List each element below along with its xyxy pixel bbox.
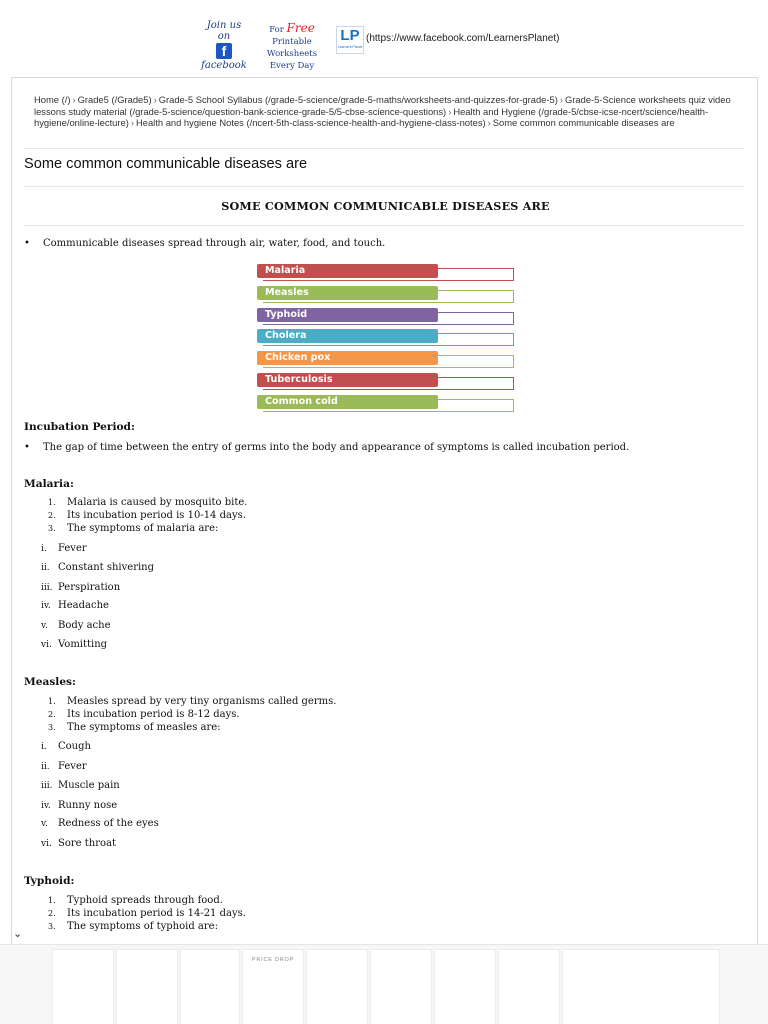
breadcrumb-health-hygiene[interactable]: Health and Hygiene (/grade-5/cbse-icse-ncert/science/health-hygiene/online-lecture) [34, 105, 709, 129]
roman-numeral: ii. [41, 762, 50, 772]
measles-symptom-text: Cough [58, 741, 91, 752]
breadcrumb-home[interactable]: Home (/) [34, 94, 71, 105]
disease-label-malaria: Malaria [257, 264, 438, 278]
bullet-dot: • [24, 238, 30, 249]
malaria-heading: Malaria: [24, 478, 74, 490]
ad-tile[interactable] [434, 949, 496, 1024]
typhoid-point-text: Its incubation period is 14-21 days. [67, 908, 246, 919]
malaria-point-text: Its incubation period is 10-14 days. [67, 510, 246, 521]
disease-label-measles: Measles [257, 286, 438, 300]
measles-symptom-text: Fever [58, 761, 87, 772]
disease-row [257, 394, 517, 416]
diseases-diagram [257, 263, 517, 416]
disease-label-chicken-pox: Chicken pox [257, 351, 438, 365]
roman-numeral: vi. [41, 640, 52, 650]
typhoid-point [48, 921, 218, 932]
list-number: 3. [48, 922, 56, 931]
section-heading: SOME COMMON COMMUNICABLE DISEASES ARE [221, 199, 550, 213]
breadcrumb-health-hygiene-notes[interactable]: Health and hygiene Notes (/ncert-5th-class-science-health-and-hygiene-class-notes) [135, 117, 486, 129]
breadcrumb [34, 94, 734, 129]
intro-bullet-text: Communicable diseases spread through air, water, food, and touch. [43, 238, 386, 249]
measles-symptom [41, 800, 117, 811]
free-worksheets-promo [250, 22, 334, 72]
incubation-bullet [24, 442, 629, 453]
breadcrumb-separator: › [72, 94, 76, 105]
chevron-down-icon[interactable]: ⌄ [13, 927, 23, 940]
list-number: 2. [48, 909, 56, 918]
measles-point-text: Its incubation period is 8-12 days. [67, 709, 240, 720]
facebook-banner[interactable] [200, 20, 580, 71]
breadcrumb-separator: › [487, 117, 491, 129]
content-card [11, 77, 758, 957]
roman-numeral: iii. [41, 583, 53, 593]
disease-label-tuberculosis: Tuberculosis [257, 373, 438, 387]
malaria-point [48, 497, 247, 508]
facebook-text: facebook [201, 60, 247, 71]
breadcrumb-separator: › [130, 117, 134, 129]
disease-row [257, 372, 517, 394]
measles-point [48, 722, 221, 733]
malaria-symptom [41, 620, 111, 631]
measles-symptom [41, 741, 91, 752]
typhoid-point [48, 895, 223, 906]
measles-symptom [41, 780, 120, 791]
breadcrumb-current: Some common communicable diseases are [492, 117, 675, 129]
list-number: 1. [48, 498, 56, 507]
divider [24, 186, 745, 187]
disease-label-common-cold: Common cold [257, 395, 438, 409]
join-facebook-badge[interactable] [200, 20, 248, 71]
ad-tile[interactable] [562, 949, 720, 1024]
roman-numeral: v. [41, 621, 48, 631]
divider [24, 225, 745, 226]
malaria-point [48, 510, 246, 521]
roman-numeral: iv. [41, 801, 51, 811]
roman-numeral: ii. [41, 563, 50, 573]
measles-symptom-text: Muscle pain [58, 780, 120, 791]
typhoid-point-text: Typhoid spreads through food. [67, 895, 223, 906]
disease-row [257, 307, 517, 329]
measles-point-text: Measles spread by very tiny organisms called germs. [67, 696, 337, 707]
bottom-ad-strip [0, 944, 768, 1024]
roman-numeral: i. [41, 742, 47, 752]
list-number: 2. [48, 710, 56, 719]
breadcrumb-grade5-science[interactable]: Grade-5-Science worksheets quiz video lessons study material (/grade-5-science/question-bank-science-grade-5/5-cbse-science-questions) [34, 94, 731, 117]
incubation-text: The gap of time between the entry of germs into the body and appearance of symptoms is called incubation period. [43, 442, 630, 453]
list-number: 3. [48, 723, 56, 732]
malaria-symptom-text: Headache [58, 600, 109, 611]
page-title: Some common communicable diseases are [24, 156, 308, 172]
ad-tile[interactable] [116, 949, 178, 1024]
malaria-symptom-text: Fever [58, 543, 87, 554]
malaria-symptom-text: Body ache [58, 620, 111, 631]
printable-worksheets-text: Printable Worksheets [266, 37, 318, 59]
malaria-symptom-text: Constant shivering [58, 562, 155, 573]
facebook-icon: f [216, 43, 232, 59]
measles-symptom-text: Sore throat [58, 838, 116, 849]
list-number: 1. [48, 697, 56, 706]
malaria-symptom [41, 600, 109, 611]
measles-symptom-text: Runny nose [58, 800, 118, 811]
malaria-symptom-text: Perspiration [58, 582, 121, 593]
typhoid-point [48, 908, 246, 919]
learners-planet-logo-text: Learners Planet [337, 45, 363, 49]
roman-numeral: iii. [41, 781, 53, 791]
malaria-symptom-text: Vomitting [58, 639, 108, 650]
intro-bullet [24, 238, 385, 249]
disease-label-typhoid: Typhoid [257, 308, 438, 322]
measles-symptom-text: Redness of the eyes [58, 818, 159, 829]
list-number: 2. [48, 511, 56, 520]
measles-symptom [41, 761, 87, 772]
breadcrumb-grade5-syllabus[interactable]: Grade-5 School Syllabus (/grade-5-science/grade-5-maths/worksheets-and-quizzes-for-grade-5) [158, 94, 558, 105]
roman-numeral: v. [41, 819, 48, 829]
breadcrumb-grade5[interactable]: Grade5 (/Grade5) [77, 94, 152, 105]
disease-row [257, 263, 517, 285]
typhoid-point-text: The symptoms of typhoid are: [67, 921, 218, 932]
malaria-point-text: Malaria is caused by mosquito bite. [67, 497, 248, 508]
malaria-symptom [41, 639, 107, 650]
divider [24, 148, 745, 149]
list-number: 3. [48, 524, 56, 533]
ad-tile[interactable] [498, 949, 560, 1024]
ad-tile[interactable] [370, 949, 432, 1024]
measles-symptom [41, 838, 116, 849]
ad-tile[interactable] [306, 949, 368, 1024]
for-text: For [269, 25, 284, 35]
learners-planet-logo[interactable] [336, 26, 364, 54]
malaria-symptom [41, 543, 87, 554]
malaria-symptom [41, 582, 120, 593]
free-text: Free [286, 21, 315, 35]
join-us-on-text: Join us on [206, 20, 242, 42]
roman-numeral: iv. [41, 601, 51, 611]
ad-tile[interactable] [52, 949, 114, 1024]
malaria-point-text: The symptoms of malaria are: [67, 523, 219, 534]
roman-numeral: i. [41, 544, 47, 554]
incubation-heading: Incubation Period: [24, 421, 135, 433]
bullet-dot: • [24, 442, 30, 453]
malaria-symptom [41, 562, 154, 573]
disease-row [257, 285, 517, 307]
measles-point [48, 709, 240, 720]
every-day-text: Every Day [269, 61, 315, 71]
ad-tile[interactable] [180, 949, 240, 1024]
measles-symptom [41, 818, 159, 829]
roman-numeral: vi. [41, 839, 52, 849]
malaria-point [48, 523, 218, 534]
measles-heading: Measles: [24, 676, 76, 688]
measles-point-text: The symptoms of measles are: [67, 722, 221, 733]
ad-tile-price-drop[interactable] [242, 949, 304, 1024]
breadcrumb-separator: › [448, 105, 452, 117]
disease-row [257, 328, 517, 350]
disease-label-cholera: Cholera [257, 329, 438, 343]
learners-planet-logo-icon: LP [340, 27, 360, 44]
facebook-url-link[interactable]: (https://www.facebook.com/LearnersPlanet) [366, 33, 560, 44]
price-drop-label: PRICE DROP [251, 957, 295, 963]
breadcrumb-separator: › [153, 94, 157, 105]
typhoid-heading: Typhoid: [24, 875, 75, 887]
measles-point [48, 696, 336, 707]
list-number: 1. [48, 896, 56, 905]
breadcrumb-separator: › [559, 94, 563, 105]
disease-row [257, 350, 517, 372]
